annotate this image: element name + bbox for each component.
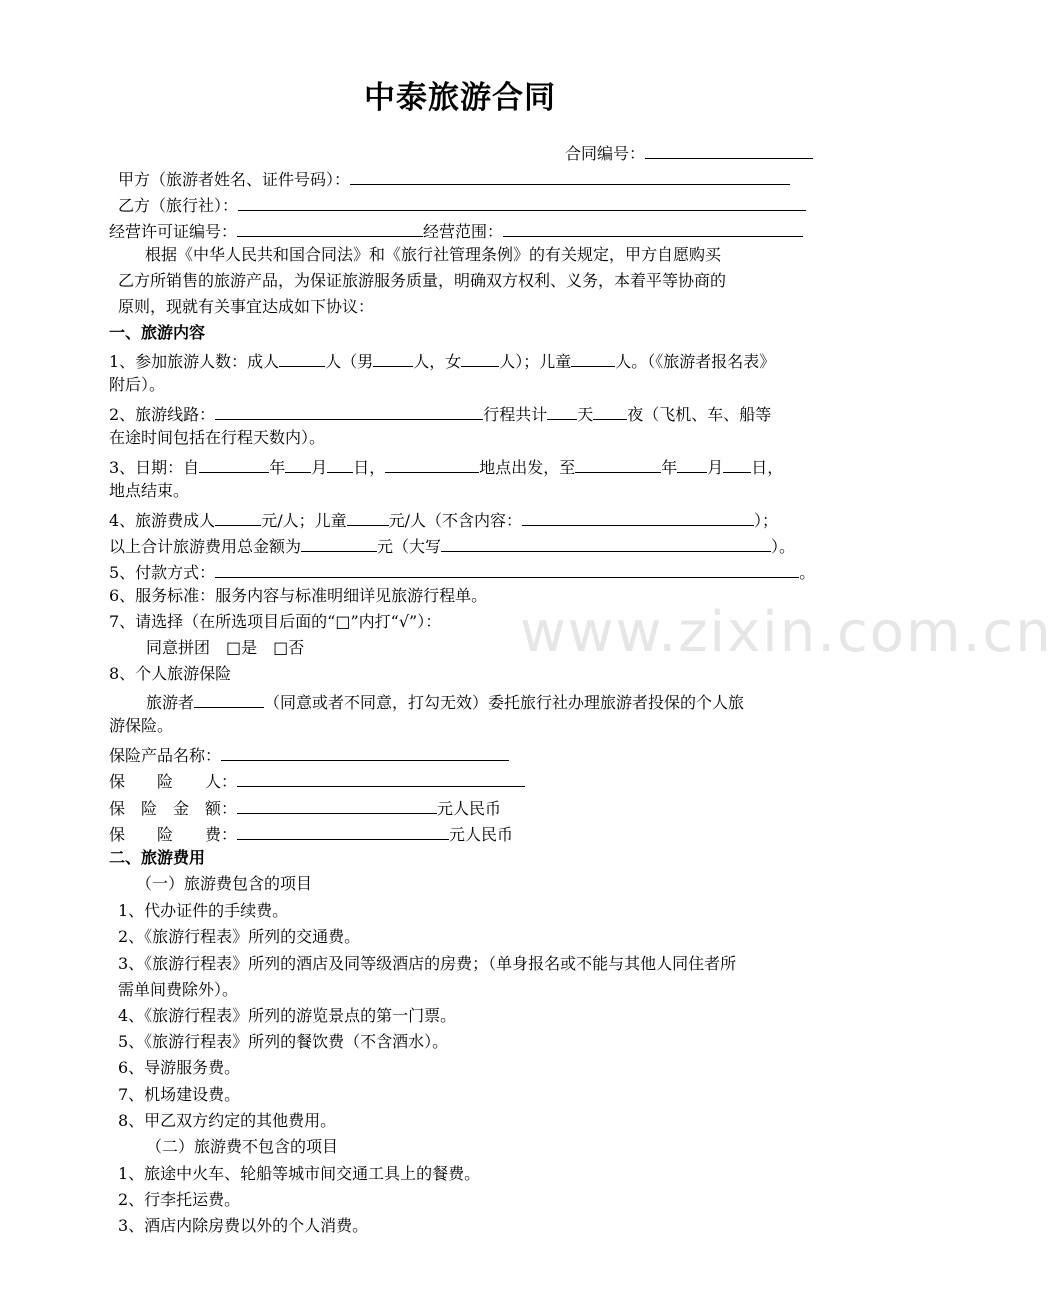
payment-method-blank [215, 559, 799, 578]
item-4-text-f: 元（大写 [377, 537, 442, 556]
item-3-text-a: 3、日期：自 [109, 458, 200, 477]
item-1-line-2: 附后）。 [109, 375, 166, 394]
start-day-blank [327, 454, 353, 473]
route-blank [215, 401, 483, 420]
included-item: 1、代办证件的手续费。 [118, 901, 289, 920]
premium-line [109, 821, 513, 846]
item-8-text-b: （同意或者不同意，打勾无效）委托旅行社办理旅游者投保的个人旅 [264, 693, 745, 712]
excluded-content-blank [522, 507, 754, 526]
included-item: 7、机场建设费。 [118, 1085, 241, 1104]
item-1-text-d: 人）；儿童 [499, 352, 572, 371]
start-year-blank [199, 454, 269, 473]
included-item: 8、甲乙双方约定的其他费用。 [118, 1111, 337, 1130]
insurance-product-line [109, 742, 509, 767]
excluded-item: 3、酒店内除房费以外的个人消费。 [118, 1216, 369, 1235]
item-2-text-c: 天 [577, 405, 594, 424]
item-4-text-g: ）。 [771, 537, 796, 556]
end-month-blank [677, 454, 707, 473]
party-a-blank [350, 166, 790, 185]
item-2-text-a: 2、旅游线路： [109, 405, 216, 424]
insured-amount-label: 保 险 金 额： [109, 799, 238, 818]
section-heading-2: 二、旅游费用 [109, 848, 206, 867]
adult-count-blank [279, 348, 325, 367]
scope-label: 经营范围： [423, 222, 504, 241]
intro-line-2: 乙方所销售的旅游产品，为保证旅游服务质量，明确双方权利、义务，本着平等协商的 [118, 271, 727, 290]
item-4-text-e: 以上合计旅游费用总金额为 [109, 537, 302, 556]
document-title: 中泰旅游合同 [364, 80, 556, 116]
included-item: 2、《旅游行程表》所列的交通费。 [118, 927, 361, 946]
item-2-text-b: 行程共计 [483, 405, 548, 424]
premium-blank [237, 821, 449, 840]
end-year-blank [575, 454, 661, 473]
amount-in-words-blank [441, 533, 771, 552]
start-month-blank [285, 454, 311, 473]
item-5-text-b: 。 [799, 563, 816, 582]
child-count-blank [571, 348, 615, 367]
license-label: 经营许可证编号： [109, 222, 238, 241]
insured-amount-line [109, 795, 501, 820]
intro-line-1: 根据《中华人民共和国合同法》和《旅行社管理条例》的有关规定，甲方自愿购买 [145, 245, 722, 264]
license-blank [237, 218, 423, 237]
adult-fee-blank [215, 507, 261, 526]
included-item: 6、导游服务费。 [118, 1058, 241, 1077]
insured-amount-blank [237, 795, 437, 814]
item-4-text-d: ）； [754, 511, 779, 530]
license-line [109, 218, 803, 243]
item-4-text-b: 元/人；儿童 [261, 511, 347, 530]
party-b-blank [238, 192, 806, 211]
start-place-blank [385, 454, 479, 473]
insurer-line [109, 768, 525, 793]
intro-line-3: 原则，现就有关事宜达成如下协议： [118, 297, 375, 316]
item-3-text-d: 日， [353, 458, 386, 477]
total-amount-blank [301, 533, 377, 552]
item-8-line-3: 游保险。 [109, 716, 174, 735]
insured-amount-unit: 元人民币 [437, 799, 502, 818]
item-1-line [109, 348, 775, 373]
item-3-text-h: 日， [751, 458, 784, 477]
excluded-items-title: （二）旅游费不包含的项目 [146, 1137, 339, 1156]
item-3-line [109, 454, 783, 479]
party-b-line [118, 192, 806, 217]
contract-number-label: 合同编号： [565, 144, 646, 163]
female-count-blank [461, 348, 499, 367]
premium-unit: 元人民币 [449, 825, 514, 844]
item-1-text-b: 人（男 [325, 352, 374, 371]
item-1-text-e: 人。（《旅游者报名表》 [615, 352, 776, 371]
item-4-text-a: 4、旅游费成人 [109, 511, 216, 530]
party-a-line [118, 166, 790, 191]
nights-blank [593, 401, 627, 420]
section-heading-1: 一、旅游内容 [109, 323, 206, 342]
excluded-item: 2、行李托运费。 [118, 1190, 241, 1209]
scope-blank [503, 218, 803, 237]
insurer-label: 保 险 人： [109, 772, 238, 791]
consent-blank [194, 689, 264, 708]
contract-number-line [565, 140, 813, 165]
item-3-text-e: 地点出发，至 [479, 458, 576, 477]
item-8-text-a: 旅游者 [146, 693, 195, 712]
included-item: 5、《旅游行程表》所列的餐饮费（不含酒水）。 [118, 1032, 449, 1051]
group-tour-option: 同意拼团 □是 □否 [146, 638, 305, 657]
item-7-line: 7、请选择（在所选项目后面的“□”内打“√”）： [109, 612, 442, 631]
item-8-line: 8、个人旅游保险 [109, 664, 232, 683]
item-2-line [109, 401, 771, 426]
item-4-line [109, 507, 778, 532]
male-count-blank [373, 348, 413, 367]
item-2-text-d: 夜（飞机、车、船等 [627, 405, 772, 424]
item-3-text-b: 年 [269, 458, 286, 477]
party-a-label: 甲方（旅游者姓名、证件号码）： [118, 170, 351, 189]
excluded-item: 1、旅途中火车、轮船等城市间交通工具上的餐费。 [118, 1164, 481, 1183]
contract-number-blank [645, 140, 813, 159]
child-fee-blank [347, 507, 389, 526]
included-item-continued: 需单间费除外）。 [118, 980, 239, 999]
item-1-text-a: 1、参加旅游人数：成人 [109, 352, 280, 371]
item-5-text-a: 5、付款方式： [109, 563, 216, 582]
item-5-line [109, 559, 815, 584]
item-3-text-g: 月 [707, 458, 724, 477]
item-8-consent-line [146, 689, 744, 714]
included-item: 3、《旅游行程表》所列的酒店及同等级酒店的房费；（单身报名或不能与其他人同住者所 [118, 954, 737, 973]
party-b-label: 乙方（旅行社）： [118, 196, 239, 215]
watermark: www.zixin.com.cn [520, 600, 1053, 665]
insurance-product-label: 保险产品名称： [109, 746, 222, 765]
included-items-title: （一）旅游费包含的项目 [136, 874, 313, 893]
included-item: 4、《旅游行程表》所列的游览景点的第一门票。 [118, 1006, 457, 1025]
item-1-text-c: 人，女 [413, 352, 462, 371]
item-3-line-2: 地点结束。 [109, 481, 190, 500]
insurer-blank [237, 768, 525, 787]
item-3-text-c: 月 [311, 458, 328, 477]
item-4-text-c: 元/人（不含内容： [388, 511, 522, 530]
premium-label: 保 险 费： [109, 825, 238, 844]
item-6-line: 6、服务标准：服务内容与标准明细详见旅游行程单。 [109, 586, 488, 605]
insurance-product-blank [221, 742, 509, 761]
end-day-blank [723, 454, 751, 473]
item-2-line-2: 在途时间包括在行程天数内）。 [109, 428, 326, 447]
item-3-text-f: 年 [661, 458, 678, 477]
item-4-line-2 [109, 533, 795, 558]
days-blank [547, 401, 577, 420]
